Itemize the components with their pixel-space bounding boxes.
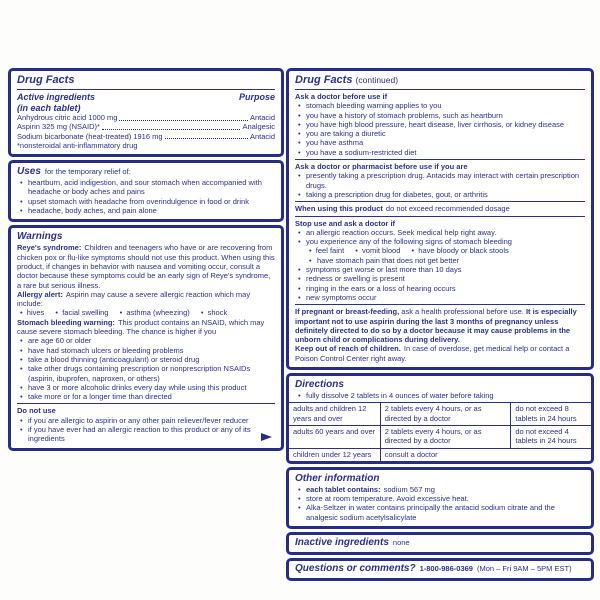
allergy-alert-paragraph (17, 290, 275, 309)
bleeding-sign: • feel faint (309, 246, 344, 255)
divider (17, 89, 275, 90)
stomach-bleeding-text: This product contains an NSAID, which may cause severe stomach bleeding. The chance is higher if you (17, 317, 265, 337)
uses-bullet: • headache, body aches, and pain alone (17, 206, 275, 215)
uses-bullet: • heartburn, acid indigestion, and sour stomach when accompanied with headache or body aches and pains (17, 178, 275, 197)
allergy-symptom: • facial swelling (55, 308, 108, 317)
directions-header (289, 376, 591, 402)
ask-doctor-bullet: • you have a sodium-restricted diet (295, 148, 585, 157)
ask-pharmacist-heading: Ask a doctor or pharmacist before use if you are (295, 162, 468, 172)
drug-facts-left-panel (8, 68, 284, 454)
pregnancy-label: If pregnant or breast-feeding, (295, 307, 400, 317)
stomach-risk-bullet: • are age 60 or older (17, 336, 275, 345)
directions-cell-dose: 2 tablets every 4 hours, or as directed by a doctor (380, 425, 511, 448)
stomach-bleeding-label: Stomach bleeding warning: (17, 317, 115, 327)
ask-doctor-bullet: • you are taking a diuretic (295, 129, 585, 138)
directions-cell-age: adults 60 years and over (289, 425, 380, 448)
phone-hours: (Mon – Fri 9AM – 5PM EST) (476, 563, 572, 573)
dotted-leader (102, 129, 241, 130)
stop-use-heading: Stop use and ask a doctor if (295, 218, 396, 228)
ask-doctor-heading: Ask a doctor before use if (295, 92, 388, 101)
when-using-text: do not exceed recommended dosage (385, 204, 510, 214)
bleeding-sign: • vomit blood (355, 246, 400, 255)
stomach-risk-bullet: • take a blood thinning (anticoagulant) or steroid drug (17, 355, 275, 364)
keep-out-label: Keep out of reach of children. (295, 344, 401, 354)
drug-facts-right-panel (286, 68, 594, 584)
allergy-alert-text: Aspirin may cause a severe allergic reaction which may include: (17, 289, 251, 309)
directions-cell-limit: do not exceed 4 tablets in 24 hours (511, 425, 591, 448)
questions-heading: Questions or comments? (295, 562, 416, 574)
directions-cell-limit: do not exceed 8 tablets in 24 hours (511, 403, 591, 425)
ask-doctor-bullet: • you have a history of stomach problems, such as heartburn (295, 111, 585, 120)
continued-box (286, 68, 594, 370)
ingredient-purpose: Antacid (249, 113, 275, 122)
divider (295, 89, 585, 90)
active-ingredients-heading-line2: (in each tablet) (17, 102, 81, 113)
purpose-heading: Purpose (238, 92, 275, 102)
other-info-bullet: • Alka-Seltzer in water contains principally the antacid sodium citrate and the analgesic sodium acetylsalicylate (295, 503, 585, 522)
uses-heading: Uses (17, 166, 41, 178)
continued-arrow-icon (261, 433, 272, 441)
stomach-risk-bullet: • take more or for a longer time than directed (17, 392, 275, 401)
keep-out-text: In case of overdose, get medical help or contact a Poison Control Center right away. (295, 344, 570, 363)
uses-intro: for the temporary relief of: (44, 167, 131, 177)
inactive-ingredients-heading: Inactive ingredients (295, 536, 389, 548)
inactive-ingredients-row (295, 537, 585, 549)
stop-use-bullet: • you experience any of the following signs of stomach bleeding (295, 237, 585, 246)
questions-row (295, 563, 585, 575)
allergy-symptom: • hives (20, 308, 44, 317)
divider (295, 216, 585, 217)
other-information-box (286, 467, 594, 529)
pregnancy-warning-text: It is especially important not to use aspirin during the last 3 months of pregnancy unless definitely directed to do so by a doctor because it may cause problems in the unborn child or complications during delivery. (295, 307, 577, 345)
ingredient-row (17, 122, 275, 131)
drug-facts-continued-title (295, 74, 585, 87)
stop-use-bullet: • ringing in the ears or a loss of hearing occurs (295, 284, 585, 293)
ingredient-row (17, 132, 275, 141)
continued-suffix: (continued) (355, 75, 399, 85)
ingredient-name: Anhydrous citric acid 1000 mg (17, 113, 118, 122)
ask-doctor-bullet: • stomach bleeding warning applies to you (295, 101, 585, 110)
stop-use-bullet: • an allergic reaction occurs. Seek medical help right away. (295, 228, 585, 237)
other-information-heading: Other information (295, 472, 380, 484)
bleeding-sign: • have bloody or black stools (412, 246, 509, 255)
ask-pharmacist-bullet: • taking a prescription drug for diabetes, gout, or arthritis (295, 190, 585, 199)
uses-box (8, 160, 284, 222)
inactive-ingredients-value: none (392, 537, 410, 547)
stomach-risk-bullet: • have 3 or more alcoholic drinks every day while using this product (17, 383, 275, 392)
stop-use-bullet: • redness or swelling is present (295, 274, 585, 283)
directions-row (289, 448, 591, 461)
stomach-bleeding-paragraph (17, 318, 275, 337)
dotted-leader (119, 120, 248, 121)
pregnancy-text: ask a health professional before use. (401, 307, 526, 317)
allergy-symptoms-row (17, 308, 275, 317)
stomach-risk-bullet: • take other drugs containing prescription or nonprescription NSAIDs (aspirin, ibuprofen, naproxen, or others) (17, 364, 275, 383)
ingredient-row (17, 113, 275, 122)
ask-doctor-bullet: • you have high blood pressure, heart disease, liver cirrhosis, or kidney disease (295, 120, 585, 129)
keep-out-paragraph (295, 344, 585, 363)
allergy-alert-label: Allergy alert: (17, 289, 63, 299)
do-not-use-bullet: • if you are allergic to aspirin or any other pain reliever/fever reducer (17, 416, 275, 425)
directions-cell-age: children under 12 years (289, 448, 380, 461)
reyes-syndrome-paragraph (17, 243, 275, 289)
active-ingredients-header (17, 92, 275, 113)
active-ingredients-heading-line1: Active ingredients (17, 92, 96, 102)
warnings-box (8, 225, 284, 450)
stop-use-bullet: • symptoms get worse or last more than 10 days (295, 265, 585, 274)
ask-doctor-bullet: • you have asthma (295, 138, 585, 147)
uses-heading-row (17, 166, 275, 178)
when-using-line (295, 204, 585, 213)
directions-bullet: • fully dissolve 2 tablets in 4 ounces of water before taking (295, 391, 585, 400)
divider (295, 201, 585, 202)
do-not-use-heading: Do not use (17, 406, 56, 416)
directions-heading: Directions (295, 379, 344, 391)
other-info-bullet (295, 485, 585, 494)
active-ingredients-heading (17, 92, 95, 113)
stop-use-bullet: • new symptoms occur (295, 293, 585, 302)
ingredient-purpose: Analgesic (242, 122, 275, 132)
do-not-use-bullet: • if you have ever had an allergic reaction to this product or any of its ingredients (17, 425, 275, 444)
reyes-syndrome-text: Children and teenagers who have or are recovering from chicken pox or flu-like symptoms should not use this product. When using this product, if changes in behavior with nausea and vomiting occur, consult a doctor because these symptoms could be an early sign of Reye's syndrome, a rare but serious illness. (17, 243, 275, 290)
dotted-leader (165, 138, 248, 139)
other-info-bullet: • store at room temperature. Avoid excessive heat. (295, 494, 585, 503)
ingredient-purpose: Antacid (249, 131, 275, 141)
ingredient-name: Sodium bicarbonate (heat-treated) 1916 mg (17, 131, 163, 141)
questions-box (286, 558, 594, 581)
phone-number: 1-800-986-0369 (419, 563, 473, 573)
reyes-syndrome-label: Reye's syndrome: (17, 243, 82, 253)
pregnancy-paragraph (295, 307, 585, 344)
directions-row (289, 425, 591, 448)
bleeding-sign-bullet: • have stomach pain that does not get better (295, 256, 585, 265)
drug-facts-title-text: Drug Facts (295, 74, 353, 86)
tablet-contains-label: each tablet contains: (306, 484, 381, 494)
allergy-symptom: • asthma (wheezing) (120, 308, 190, 317)
tablet-contains-value: sodium 567 mg (383, 484, 435, 494)
stomach-risk-bullet: • have had stomach ulcers or bleeding problems (17, 346, 275, 355)
ingredient-name: Aspirin 325 mg (NSAID)* (17, 122, 100, 132)
stomach-bleeding-signs-row (295, 246, 585, 255)
drug-facts-title: Drug Facts (17, 74, 75, 86)
directions-row (289, 403, 591, 425)
divider (295, 304, 585, 305)
when-using-heading: When using this product (295, 204, 383, 214)
directions-box (286, 373, 594, 464)
directions-cell-dose: 2 tablets every 4 hours, or as directed by a doctor (380, 403, 511, 425)
divider (17, 403, 275, 404)
warnings-heading: Warnings (17, 231, 63, 243)
divider (295, 159, 585, 160)
nsaid-footnote: *nonsteroidal anti-inflammatory drug (17, 140, 138, 150)
inactive-ingredients-box (286, 532, 594, 555)
directions-cell-dose: consult a doctor (380, 448, 591, 461)
uses-bullet: • upset stomach with headache from overindulgence in food or drink (17, 197, 275, 206)
directions-table (289, 403, 591, 460)
directions-cell-age: adults and children 12 years and over (289, 403, 380, 425)
ask-pharmacist-bullet: • presently taking a prescription drug. Antacids may interact with certain prescription drugs. (295, 171, 585, 190)
allergy-symptom: • shock (201, 308, 227, 317)
active-ingredients-box (8, 68, 284, 157)
